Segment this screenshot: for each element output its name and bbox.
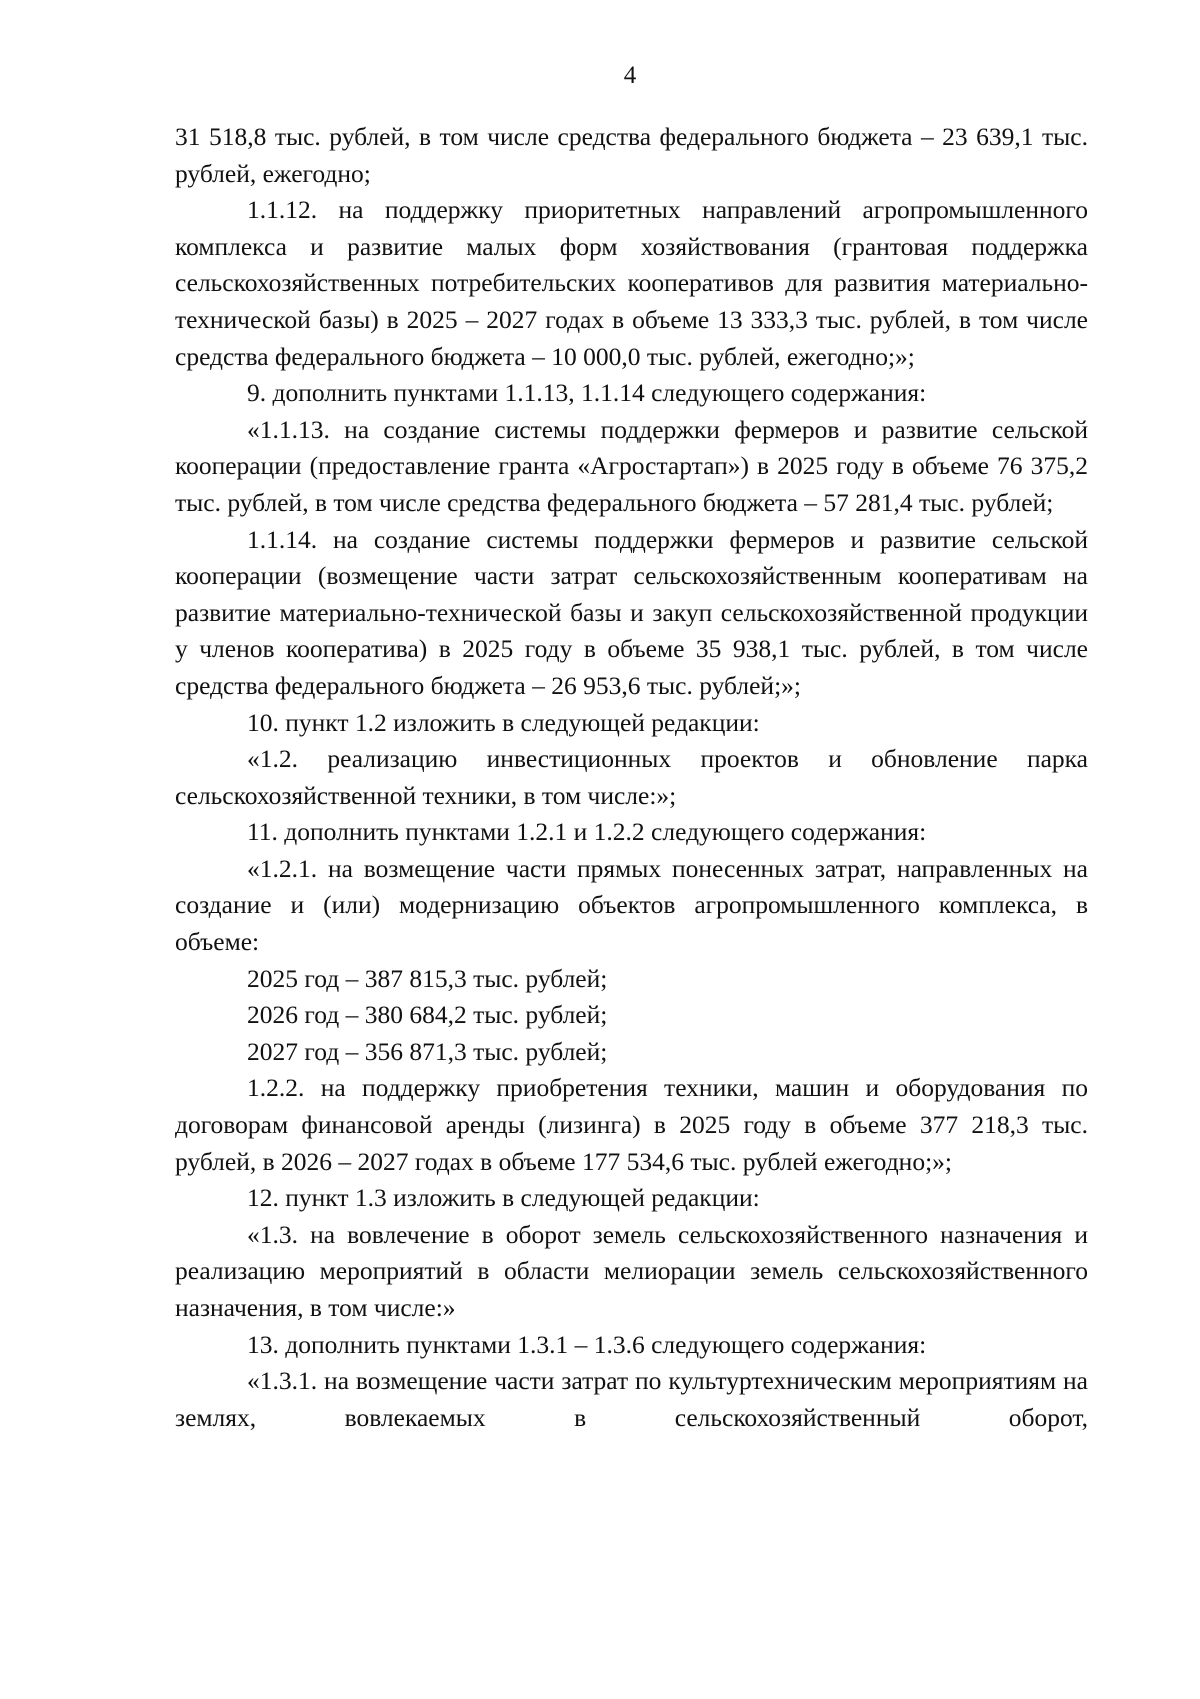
paragraph-1-2-1: «1.2.1. на возмещение части прямых понесенных затрат, направленных на создание и (или) модернизацию объектов агропромышленного комплекса, в объеме: <box>175 853 1088 957</box>
paragraph-item-13: 13. дополнить пунктами 1.3.1 – 1.3.6 следующего содержания: <box>247 1329 927 1359</box>
paragraph-item-10: 10. пункт 1.2 изложить в следующей редакции: <box>247 707 760 737</box>
paragraph-1-3: «1.3. на вовлечение в оборот земель сельскохозяйственного назначения и реализацию мероприятий в области мелиорации земель сельскохозяйственного назначения, в том числе:» <box>175 1219 1088 1322</box>
paragraph-1-3-1: «1.3.1. на возмещение части затрат по культуртехническим мероприятиям на землях, вовлекаемых в сельскохозяйственный оборот, <box>175 1366 1088 1432</box>
paragraph-1-1-11-continuation: 31 518,8 тыс. рублей, в том числе средства федерального бюджета – 23 639,1 тыс. рублей, ежегодно; <box>175 122 1088 188</box>
paragraph-item-9: 9. дополнить пунктами 1.1.13, 1.1.14 следующего содержания: <box>247 378 927 408</box>
paragraph-1-1-14: 1.1.14. на создание системы поддержки фермеров и развитие сельской кооперации (возмещение части затрат сельскохозяйственным кооперативам на развитие материально-технической базы и закуп сельскохозяйственной продукции у членов кооператива) в 2025 году в объеме 35 938,1 тыс. рублей, в том числе средства федерального бюджета – 26 953,6 тыс. рублей;»; <box>175 524 1088 700</box>
paragraph-year-2027: 2027 год – 356 871,3 тыс. рублей; <box>247 1036 608 1066</box>
paragraph-year-2025: 2025 год – 387 815,3 тыс. рублей; <box>247 963 608 993</box>
paragraph-item-12: 12. пункт 1.3 изложить в следующей редакции: <box>247 1183 760 1213</box>
document-body <box>175 119 1088 1436</box>
page-number: 4 <box>623 62 637 89</box>
paragraph-1-1-12: 1.1.12. на поддержку приоритетных направлений агропромышленного комплекса и развитие малых форм хозяйствования (грантовая поддержка сельскохозяйственных потребительских кооперативов для развития материально-технической базы) в 2025 – 2027 годах в объеме 13 333,3 тыс. рублей, в том числе средства федерального бюджета – 10 000,0 тыс. рублей, ежегодно;»; <box>175 195 1088 371</box>
paragraph-1-2-2: 1.2.2. на поддержку приобретения техники, машин и оборудования по договорам финансовой аренды (лизинга) в 2025 году в объеме 377 218,3 тыс. рублей, в 2026 – 2027 годах в объеме 177 534,6 тыс. рублей ежегодно;»; <box>175 1073 1088 1176</box>
paragraph-1-1-13: «1.1.13. на создание системы поддержки фермеров и развитие сельской кооперации (предоставление гранта «Агростартап») в 2025 году в объеме 76 375,2 тыс. рублей, в том числе средства федерального бюджета – 57 281,4 тыс. рублей; <box>175 414 1088 517</box>
paragraph-1-2: «1.2. реализацию инвестиционных проектов и обновление парка сельскохозяйственной техники, в том числе:»; <box>175 744 1088 810</box>
paragraph-item-11: 11. дополнить пунктами 1.2.1 и 1.2.2 следующего содержания: <box>247 817 927 847</box>
paragraph-year-2026: 2026 год – 380 684,2 тыс. рублей; <box>247 1000 608 1030</box>
